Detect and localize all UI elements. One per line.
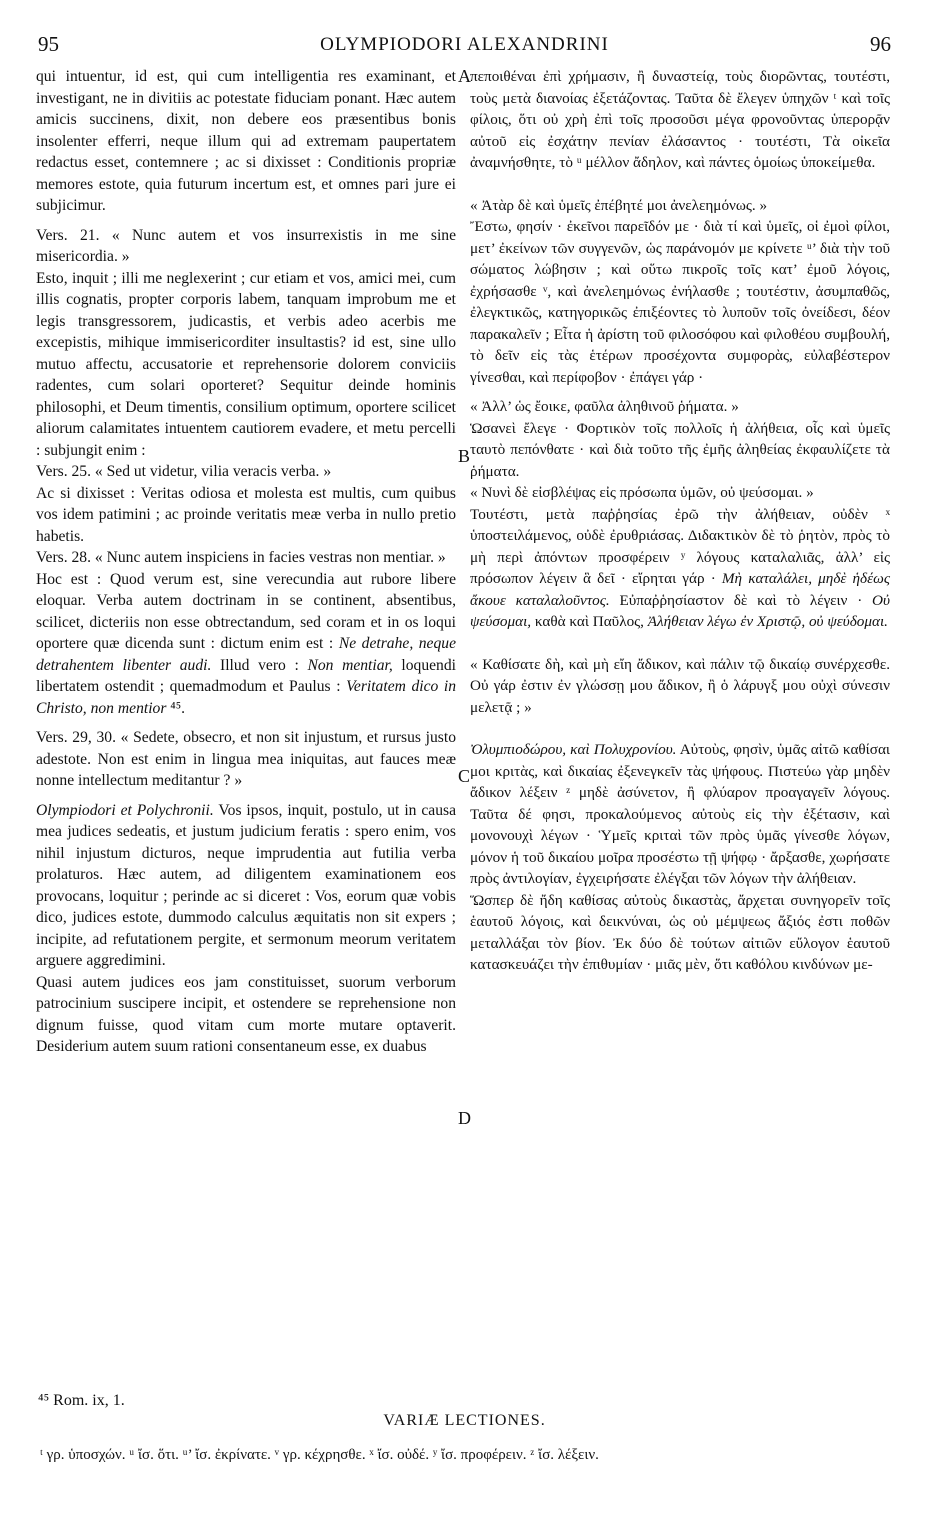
variae-lectiones-list: ᵗ γρ. ὑποσχών. ᵘ ἴσ. ὅτι. ᵘ’ ἴσ. ἐκρίνατε. ᵛ γρ. κέχρησθε. ˣ ἴσ. οὐδέ. ʸ ἴσ. προφέρειν. ᶻ ἴσ. λέξειν. xyxy=(40,1447,599,1463)
greek-verse-heading: « Καθίσατε δὴ, καὶ μὴ εἴη ἄδικον, καὶ πάλιν τῷ δικαίῳ συνέρχεσθε. Οὐ γάρ ἐστιν ἐν γλώσσῃ μου ἄδικον, ἢ ὁ λάρυγξ μου οὐχὶ σύνεσιν μελετᾷ ; » xyxy=(470,655,890,716)
latin-paragraph: qui intuentur, id est, qui cum intelligentia res examinant, et investigant, ne in divitiis ac potestate fiduciam ponant. Hæc autem amicis succinens, dixit, non debere eos præsentibus bonis insolenter efferri, neque illum qui ad extremam paupertatem redactus esset, contemnere ; ac si dixisset : Conditionis propriæ memores estote, quia futurum incertum est, et omnes pari jure ei subjicimur. xyxy=(36,68,456,214)
latin-column xyxy=(36,66,456,1058)
latin-paragraph: Quasi autem judices eos jam constituisset, suorum verborum patrocinium suscipere incipit, et ostendere se reprehensione non dignum fuisse, quod vitam cum morte mutare optaverit. Desiderium autem suum rationi consentaneum esse, ex duabus xyxy=(36,973,456,1055)
section-marker-a: A xyxy=(458,66,471,86)
footnote: ⁴⁵ Rom. ix, 1. xyxy=(38,1392,125,1409)
greek-paragraph: Ἔστω, φησίν · ἐκεῖνοι παρεῖδόν με · διὰ τί καὶ ὑμεῖς, οἱ ἐμοὶ φίλοι, μετ’ ἐκείνων τῶν συγγενῶν, ὡς παράνομόν με κρίνετε ᵘ’ διὰ τὴν τοῦ σώματος λώβησιν ; καὶ οὕτω πικροῖς τοῖς κατ’ ἐμοῦ λόγοις, ἐχρήσασθε ᵛ, καὶ ἀνελεημόνως ἐνήλασθε ; τουτέστιν, ἀσυμπαθῶς, ἐλεγκτικῶς, κατηγορικῶς ἐπιξέοντες τὸ λυποῦν τοῖς ὀνείδεσι, δέον παρακαλεῖν ; Εἶτα ἡ ἀρίστη τοῦ φιλοσόφου καὶ φιλοθέου συμβουλή, τὸ δεῖν εἰς τὰς ἑτέρων προσέχοντα συμφορὰς, εὐλαβέστερον γίνεσθαι, καὶ περίφοβον · ἐπάγει γάρ · xyxy=(470,218,890,386)
variae-lectiones-heading: VARIÆ LECTIONES. xyxy=(383,1412,546,1429)
greek-verse-heading: « Ἀλλ’ ὡς ἔοικε, φαῦλα ἀληθινοῦ ῥήματα. » xyxy=(470,398,739,415)
greek-paragraph: πεποιθέναι ἐπὶ χρήμασιν, ἢ δυναστείᾳ, τοὺς διορῶντας, τουτέστι, τοὺς μετὰ διανοίας ἐξετάζοντας. Ταῦτα δὲ ἔλεγεν ὑπηχῶν ᵗ καὶ τοῖς φίλοις, ὅτι οὐ χρὴ ἐπὶ τοῖς προσοῦσι μέγα φρονοῦντας ὑπερορᾷν αὐτοῦ εἰς ἐσχάτην πενίαν ἐλάσαντος · τουτέστι, Τὰ οἰκεῖα ἀναμνήσθητε, τὸ ᵘ μέλλον ἄδηλον, καὶ πάντες ὁμοίως ὑποκείμεθα. xyxy=(470,68,890,171)
section-marker-c: C xyxy=(458,766,471,786)
latin-paragraph: Olympiodori et Polychronii. Vos ipsos, inquit, postulo, ut in causa mea judices sedeatis, et justum judicium feratis : spero enim, vos nihil injustum dicturos, neque imprudentia aut futilia verba prolaturos. Hæc autem, ad diligentem examinationem eos provocans, loquitur ; perinde ac si diceret : Vos, eorum quæ vobis dico, judices estote, dummodo calculus æquitatis non sit expers ; incipite, ad refutationem pergite, et sermonum meorum veritatem arguere aggredimini. xyxy=(36,801,456,969)
greek-paragraph: Ὥσπερ δὲ ἤδη καθίσας αὐτοὺς δικαστὰς, ἄρχεται συνηγορεῖν τοῖς ἑαυτοῦ λόγοις, καὶ δεικνύναι, ὡς οὐ μέμψεως ἄξιός ἐστι ποθῶν μεταλλάξαι τὸν βίον. Ἐκ δύο δὲ τούτων αἰτιῶν εὔλογον ἑαυτοῦ κατασκευάζει τὴν ἐπιθυμίαν · μιᾶς μὲν, ὅτι καθόλου κινδύνων με- xyxy=(470,891,890,973)
greek-paragraph: Τουτέστι, μετὰ παῤῥησίας ἐρῶ τὴν ἀλήθειαν, οὐδὲν ˣ ὑποστειλάμενος, οὐδὲ ἐρυθριάσας. Διδακτικὸν δὲ τὸ ῥητὸν, πρὸς τὸ μὴ περὶ ἀπόντων προσφέρειν ʸ λόγους καταλαλιᾶς, ἀλλ’ εἰς πρόσωπον λέγειν ἃ δεῖ · εἴρηται γάρ · Μὴ καταλάλει, μηδὲ ἡδέως ἄκουε καταλαλοῦντος. Εὐπαῤῥησίαστον δὲ καὶ τὸ λέγειν · Οὐ ψεύσομαι, καθὰ καὶ Παῦλος, Ἀλήθειαν λέγω ἐν Χριστῷ, οὐ ψεύδομαι. xyxy=(470,505,890,630)
latin-paragraph: Hoc est : Quod verum est, sine verecundia aut rubore libere eloquar. Verba autem doctrinam in se continent, absentibus, scilicet, dicteriis non esse obtrectandum, sed coram et in os loqui oportere quæ dicenda sunt : dictum enim est : Ne detrahe, neque detrahentem libenter audi. Illud vero : Non mentiar, loquendi libertatem ostendit ; quemadmodum et Paulus : Veritatem dico in Christo, non mentior ⁴⁵. xyxy=(36,570,456,717)
greek-verse-heading: « Ἀτὰρ δὲ καὶ ὑμεῖς ἐπέβητέ μοι ἀνελεημόνως. » xyxy=(470,196,768,214)
section-marker-b: B xyxy=(458,446,471,466)
latin-verse-heading: Vers. 29, 30. « Sedete, obsecro, et non sit injustum, et rursus justo adestote. Non est enim in lingua mea iniquitas, aut fauces meæ nonne intellectum meditantur ? » xyxy=(36,729,456,789)
latin-verse-heading: Vers. 25. « Sed ut videtur, vilia veracis verba. » xyxy=(36,463,332,480)
latin-verse-heading: Vers. 21. « Nunc autem et vos insurrexistis in me sine misericordia. » xyxy=(36,226,456,265)
page-number-right: 96 xyxy=(870,32,891,56)
latin-paragraph: Esto, inquit ; illi me neglexerint ; cur etiam et vos, amici mei, cum illis cognatis, propter corporis labem, tanquam improbum me et legis transgressorem, judicastis, et verbis adeo acerbis me excepistis, mihique immisericorditer insultastis? id est, sine ullo mutuo affectu, accusatorie et reprehensorie dolorem conviciis radentes, cum solari oporteret? Sequitur deinde hominis philosophi, et Deum timentis, consilium optimum, oportere scilicet aliorum calamitates intuentem cautiorem evadere, et metu percelli : subjungit enim : xyxy=(36,269,456,459)
page-number-left: 95 xyxy=(38,32,59,56)
section-marker-d: D xyxy=(458,1108,471,1128)
running-header xyxy=(38,32,891,60)
greek-paragraph: Ὡσανεὶ ἔλεγε · Φορτικὸν τοῖς πολλοῖς ἡ ἀλήθεια, οἷς καὶ ὑμεῖς ταυτὸ πεπόνθατε · καὶ διὰ τοῦτο τῆς ἐμῆς ἀληθείας ἐκφαυλίζετε τὰ ῥήματα. xyxy=(470,419,890,480)
greek-verse-heading: « Νυνὶ δὲ εἰσβλέψας εἰς πρόσωπα ὑμῶν, οὐ ψεύσομαι. » xyxy=(470,484,814,501)
latin-paragraph: Ac si dixisset : Veritas odiosa et molesta est multis, cum quibus vos idem patimini ; ac proinde veritatis meæ verba in nullo pretio habetis. xyxy=(36,484,456,545)
latin-verse-heading: Vers. 28. « Nunc autem inspiciens in facies vestras non mentiar. » xyxy=(36,549,446,566)
running-title: OLYMPIODORI ALEXANDRINI xyxy=(320,34,609,55)
greek-column xyxy=(470,66,890,976)
greek-paragraph: Ὀλυμπιοδώρου, καὶ Πολυχρονίου. Αὐτοὺς, φησὶν, ὑμᾶς αἰτῶ καθίσαι μοι κριτὰς, καὶ δικαίας ἐξενεγκεῖν τὰς ψήφους. Πιστεύω γὰρ μηδὲν ἄδικον λέξειν ᶻ μηδὲ ἀσύνετον, ἢ φλύαρον προαγαγεῖν λόγους. Ταῦτα δέ φησι, προκαλούμενος αὐτοὺς εἰς τὴν ἐξέτασιν, καὶ μονονουχὶ λέγων · Ὑμεῖς κριταὶ τῶν πρὸς ὑμᾶς γίνεσθε λόγων, μόνον ἡ τοῦ δικαίου μοῖρα προσέστω τῇ ψήφῳ · ἄρξασθε, χωρήσατε πρὸς ἀντιλογίαν, ἐγχειρήσατε ἐλέγξαι τῶν λόγων τὴν ἀλήθειαν. xyxy=(470,741,891,887)
